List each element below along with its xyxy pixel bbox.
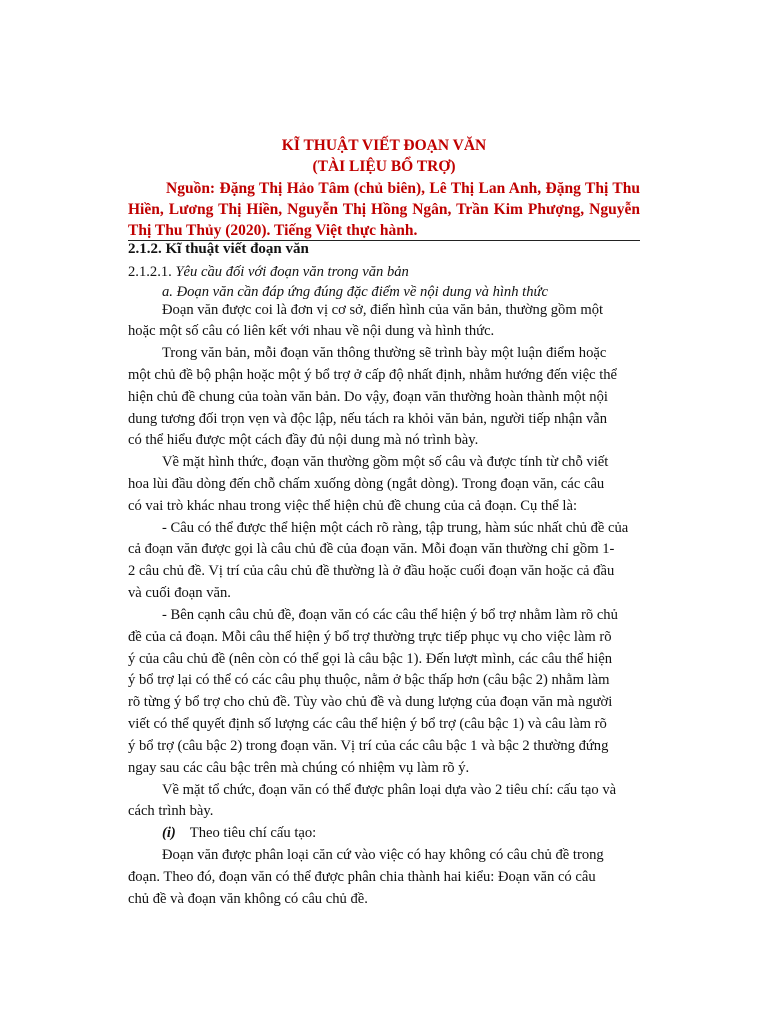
- text-line: 2 câu chủ đề. Vị trí của câu chủ đề thường là ở đầu hoặc cuối đoạn văn hoặc cả đầu: [128, 563, 615, 579]
- text-line: rõ từng ý bổ trợ cho chủ đề. Tùy vào chủ đề và dung lượng của đoạn văn mà người: [128, 694, 613, 710]
- text-line: có thể hiểu được một cách đầy đủ nội dung mà nó trình bày.: [128, 432, 479, 448]
- text-line: đề của cả đoạn. Mỗi câu thể hiện ý bổ trợ thường trực tiếp phục vụ cho việc làm rõ: [128, 629, 612, 645]
- text-line: ngay sau các câu bậc trên mà chúng có nhiệm vụ làm rõ ý.: [128, 760, 470, 776]
- text-line: ý bổ trợ lại có thể có các câu phụ thuộc, nằm ở bậc thấp hơn (câu bậc 2) nhằm làm: [128, 672, 610, 688]
- text-line: hoặc một số câu có liên kết với nhau về nội dung và hình thức.: [128, 323, 495, 339]
- subsection-number: 2.1.2.1.: [128, 264, 176, 280]
- point-heading: a. Đoạn văn cần đáp ứng đúng đặc điểm về nội dung và hình thức: [162, 284, 548, 300]
- text-line: ý bổ trợ (câu bậc 2) trong đoạn văn. Vị trí của các câu bậc 1 và bậc 2 thường đứng: [128, 738, 609, 754]
- text-line: hiện chủ đề chung của toàn văn bản. Do vậy, đoạn văn thường hoàn thành một nội: [128, 389, 608, 405]
- text-line: Về mặt tổ chức, đoạn văn có thể được phân loại dựa vào 2 tiêu chí: cấu tạo và: [162, 782, 617, 798]
- criterion-line: [162, 823, 640, 843]
- text-line: Trong văn bản, mỗi đoạn văn thông thường sẽ trình bày một luận điểm hoặc: [162, 345, 607, 361]
- subsection-title: Yêu cầu đối với đoạn văn trong văn bản: [175, 264, 409, 280]
- text-line: đoạn. Theo đó, đoạn văn có thể được phân chia thành hai kiểu: Đoạn văn có câu: [128, 869, 596, 885]
- text-line: cả đoạn văn được gọi là câu chủ đề của đoạn văn. Mỗi đoạn văn thường chỉ gồm 1-: [128, 541, 615, 557]
- text-line: một chủ đề bộ phận hoặc một ý bổ trợ ở cấp độ nhất định, nhằm hướng đến việc thể: [128, 367, 618, 383]
- text-line: Về mặt hình thức, đoạn văn thường gồm một số câu và được tính từ chỗ viết: [162, 454, 609, 470]
- text-line: Đoạn văn được coi là đơn vị cơ sở, điển hình của văn bản, thường gồm một: [162, 302, 604, 318]
- text-line: - Bên cạnh câu chủ đề, đoạn văn có các câu thể hiện ý bổ trợ nhằm làm rõ chủ: [162, 607, 618, 623]
- text-line: ý của câu chủ đề (nên còn có thể gọi là câu bậc 1). Đến lượt mình, các câu thể hiện: [128, 651, 613, 667]
- criterion-marker: (i): [162, 825, 176, 841]
- text-line: dung tương đối trọn vẹn và độc lập, nếu tách ra khỏi văn bản, người tiếp nhận vẫn: [128, 411, 608, 427]
- section-heading: 2.1.2. Kĩ thuật viết đoạn văn: [128, 241, 309, 257]
- text-line: - Câu có thể được thể hiện một cách rõ ràng, tập trung, hàm súc nhất chủ đề của: [162, 520, 629, 536]
- text-line: hoa lùi đầu dòng đến chỗ chấm xuống dòng (ngắt dòng). Trong đoạn văn, các câu: [128, 476, 605, 492]
- text-line: chủ đề và đoạn văn không có câu chủ đề.: [128, 891, 368, 907]
- text-line: và cuối đoạn văn.: [128, 585, 231, 601]
- document-subtitle: (TÀI LIỆU BỔ TRỢ): [312, 158, 456, 175]
- text-line: có vai trò khác nhau trong việc thể hiện chủ đề chung của cả đoạn. Cụ thể là:: [128, 498, 578, 514]
- text-line: Đoạn văn được phân loại căn cứ vào việc có hay không có câu chủ đề trong: [162, 847, 604, 863]
- document-title: KĨ THUẬT VIẾT ĐOẠN VĂN: [281, 137, 487, 154]
- source-citation: Nguồn: Đặng Thị Hảo Tâm (chủ biên), Lê Thị Lan Anh, Đặng Thị Thu Hiền, Lương Thị Hiền, Nguyễn Thị Hồng Ngân, Trần Kim Phượng, Nguyễn Thị Thu Thủy (2020). Tiếng Việt thực hành.: [128, 180, 640, 239]
- text-line: cách trình bày.: [128, 803, 214, 819]
- subsection-heading: [128, 262, 640, 282]
- criterion-label: Theo tiêu chí cấu tạo:: [189, 825, 317, 841]
- text-line: viết có thể quyết định số lượng các câu thể hiện ý bổ trợ (câu bậc 1) và câu làm rõ: [128, 716, 607, 732]
